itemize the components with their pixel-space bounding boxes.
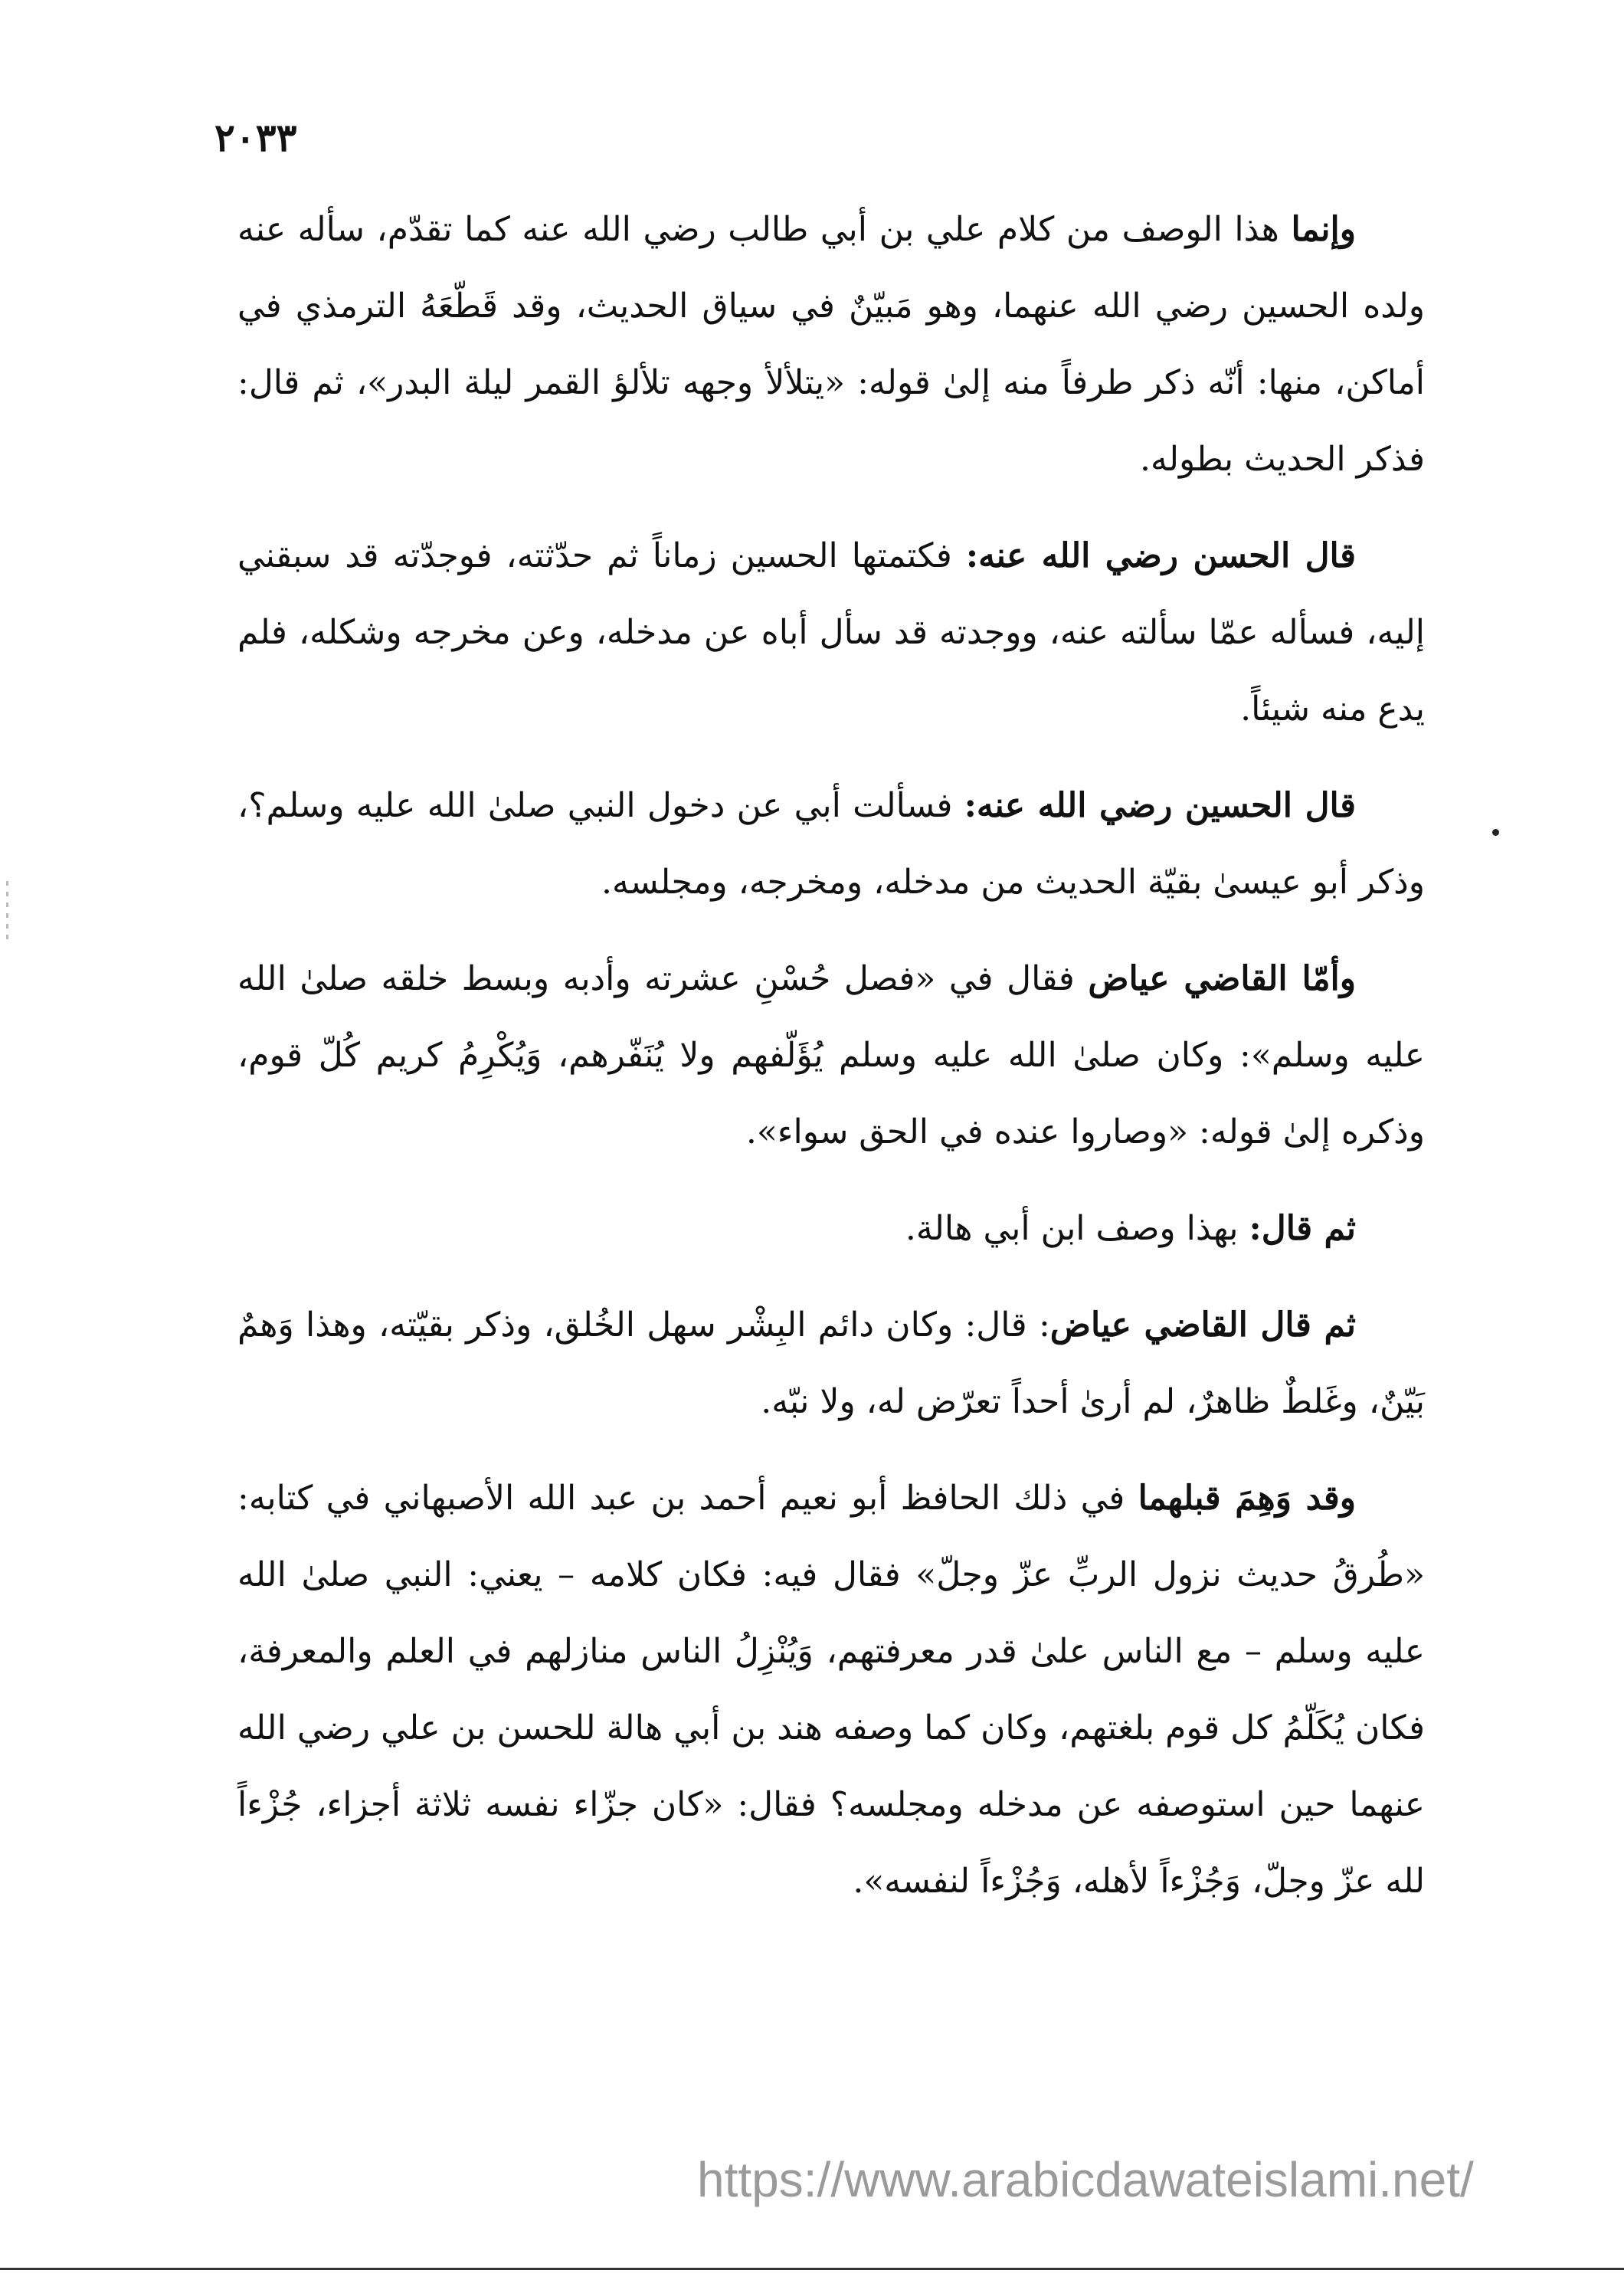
paragraph-lead: ثم قال: — [1249, 1209, 1356, 1248]
paragraph-text: فسألت أبي عن دخول النبي صلىٰ الله عليه وسلم؟، وذكر أبو عيسىٰ بقيّة الحديث من مدخله، ومخرجه، ومجلسه. — [237, 786, 1425, 902]
paragraph-text: هذا الوصف من كلام علي بن أبي طالب رضي الله عنه كما تقدّم، سأله عنه ولده الحسين رضي الله عنهما، وهو مَبيّنٌ في سياق الحديث، وقد قَطّعَهُ الترمذي في أماكن، منها: أنّه ذكر طرفاً منه إلىٰ قوله: «يتلألأ وجهه تلألؤ القمر ليلة البدر»، ثم قال: فذكر الحديث بطوله. — [237, 210, 1425, 479]
page-body — [237, 192, 1425, 1940]
paragraph-text: في ذلك الحافظ أبو نعيم أحمد بن عبد الله الأصبهاني في كتابه: «طُرقُ حديث نزول الربِّ عزّ وجلّ» فقال فيه: فكان كلامه – يعني: النبي صلىٰ الله عليه وسلم – مع الناس علىٰ قدر معرفتهم، وَيُنْزِلُ الناس منازلهم في العلم والمعرفة، فكان يُكَلّمُ كل قوم بلغتهم، وكان كما وصفه هند بن أبي هالة للحسن بن علي رضي الله عنهما حين استوصفه عن مدخله ومجلسه؟ فقال: «كان جزّاء نفسه ثلاثة أجزاء، جُزْءاً لله عزّ وجلّ، وَجُزْءاً لأهله، وَجُزْءاً لنفسه». — [237, 1479, 1425, 1901]
paragraph-7 — [237, 1460, 1425, 1920]
paragraph-2 — [237, 518, 1425, 748]
scan-edge-marks — [6, 881, 8, 942]
paragraph-lead: قال الحسين رضي الله عنه: — [964, 786, 1356, 825]
paragraph-lead: ثم قال القاضي عياض — [1049, 1305, 1356, 1345]
paragraph-4 — [237, 941, 1425, 1171]
page-bottom-rule — [0, 2268, 1624, 2270]
paragraph-5 — [237, 1191, 1425, 1267]
paragraph-lead: قال الحسن رضي الله عنه: — [965, 536, 1356, 575]
watermark-url: https://www.arabicdawateislami.net/ — [697, 2152, 1474, 2207]
paragraph-1 — [237, 192, 1425, 498]
paragraph-text: فقال في «فصل حُسْنِ عشرته وأدبه وبسط خلقه صلىٰ الله عليه وسلم»: وكان صلىٰ الله عليه وسلم يُؤَلّفهم ولا يُنَفّرهم، وَيُكْرِمُ كريم كُلّ قوم، وذكره إلىٰ قوله: «وصاروا عنده في الحق سواء». — [237, 959, 1425, 1151]
paragraph-text: فكتمتها الحسين زماناً ثم حدّثته، فوجدّته قد سبقني إليه، فسأله عمّا سألته عنه، ووجدته قد سأل أباه عن مدخله، وعن مخرجه وشكله، فلم يدع منه شيئاً. — [237, 536, 1425, 729]
paragraph-6 — [237, 1287, 1425, 1440]
paragraph-3 — [237, 768, 1425, 921]
paragraph-lead: وإنما — [1291, 210, 1356, 249]
paragraph-text: : قال: وكان دائم البِشْر سهل الخُلق، وذكر بقيّته، وهذا وَهمٌ بَيّنٌ، وغَلطٌ ظاهرٌ، لم أرىٰ أحداً تعرّض له، ولا نبّه. — [237, 1305, 1425, 1421]
paragraph-lead: وقد وَهِمَ قبلهما — [1138, 1479, 1356, 1518]
paragraph-text: بهذا وصف ابن أبي هالة. — [905, 1209, 1249, 1248]
paragraph-lead: وأمّا القاضي عياض — [1088, 959, 1356, 998]
margin-dot — [1492, 829, 1499, 836]
page-number: ٢٠٣٣ — [214, 115, 297, 160]
